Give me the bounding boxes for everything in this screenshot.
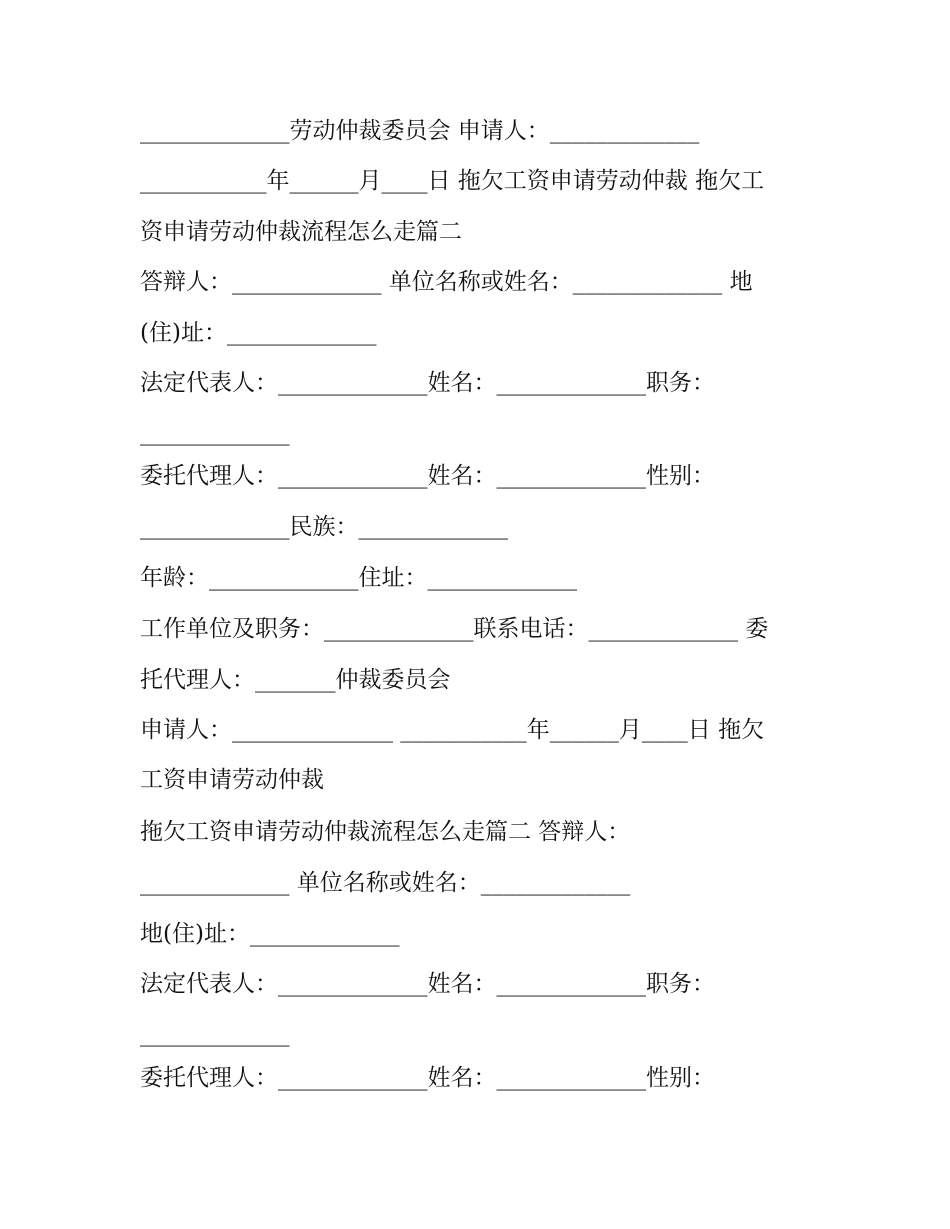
- text-line: 委托代理人：_____________姓名：_____________性别：: [140, 463, 715, 489]
- text-line: _____________劳动仲裁委员会 申请人：_____________: [140, 118, 700, 144]
- text-line: 法定代表人：_____________姓名：_____________职务：: [140, 971, 715, 997]
- text-line: 拖欠工资申请劳动仲裁流程怎么走篇二 答辩人：: [140, 819, 631, 845]
- text-line: 托代理人：_______仲裁委员会: [140, 667, 451, 693]
- text-line: 资申请劳动仲裁流程怎么走篇二: [140, 219, 462, 245]
- text-line: 法定代表人：_____________姓名：_____________职务：: [140, 370, 715, 396]
- text-line: _____________民族：_____________: [140, 514, 508, 540]
- text-line: (住)址：_____________: [140, 320, 377, 346]
- text-line: ___________年______月____日 拖欠工资申请劳动仲裁 拖欠工: [140, 168, 765, 194]
- text-line: 地(住)址：_____________: [140, 921, 400, 947]
- text-line: _____________: [140, 1021, 290, 1047]
- text-line: 年龄：_____________住址：_____________: [140, 565, 577, 591]
- text-line: 申请人：______________ ___________年______月____日 拖欠: [140, 717, 765, 743]
- text-line: _____________: [140, 420, 290, 446]
- text-line: 工作单位及职务：_____________联系电话：_____________ 委: [140, 616, 769, 642]
- text-line: 答辩人：_____________ 单位名称或姓名：_____________ 地: [140, 269, 753, 295]
- text-line: 委托代理人：_____________姓名：_____________性别：: [140, 1065, 715, 1091]
- text-line: _____________ 单位名称或姓名：_____________: [140, 870, 631, 896]
- text-line: 工资申请劳动仲裁: [140, 767, 324, 793]
